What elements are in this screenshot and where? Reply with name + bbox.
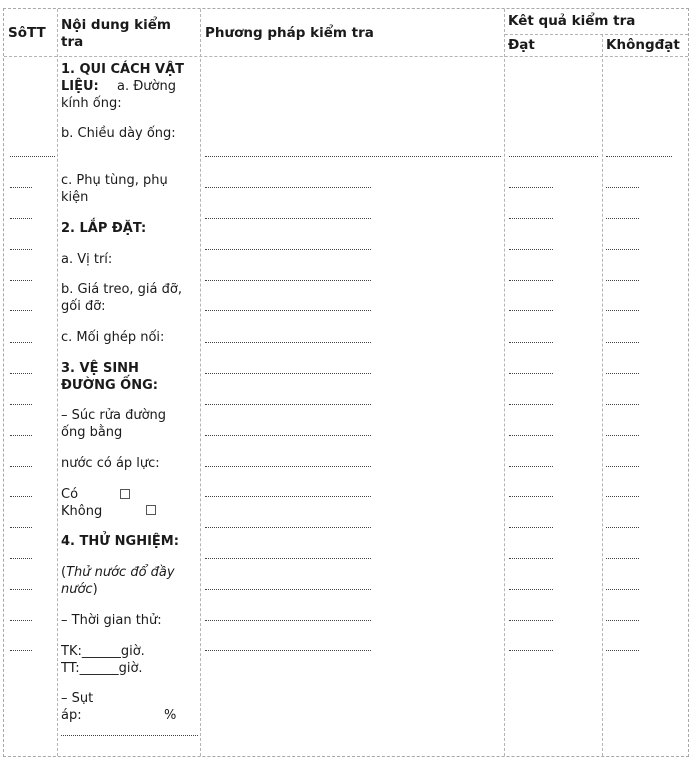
s3-option-yes: Có (61, 487, 79, 502)
stt-blank-1[interactable] (10, 151, 55, 157)
fail-blank-17[interactable] (606, 645, 639, 651)
pass-blank-5[interactable] (509, 275, 553, 281)
header-divider (4, 56, 688, 57)
stt-blank-3[interactable] (10, 213, 32, 219)
fail-blank-2[interactable] (606, 182, 639, 188)
fail-blank-3[interactable] (606, 213, 639, 219)
method-blank-7[interactable] (205, 337, 371, 343)
method-blank-6[interactable] (205, 305, 371, 311)
header-fail: Khôngđạt (606, 37, 680, 53)
fail-blank-15[interactable] (606, 584, 639, 590)
fail-blank-13[interactable] (606, 522, 639, 528)
s3-no-checkbox[interactable] (146, 505, 156, 515)
result-subheader-divider (505, 34, 688, 35)
pass-blank-13[interactable] (509, 522, 553, 528)
stt-blank-7[interactable] (10, 337, 32, 343)
pass-blank-6[interactable] (509, 305, 553, 311)
stt-blank-17[interactable] (10, 645, 32, 651)
s4-time-label: – Thời gian thử: (61, 613, 162, 628)
col-divider-content (200, 9, 201, 756)
stt-blank-10[interactable] (10, 430, 32, 436)
pass-blank-11[interactable] (509, 461, 553, 467)
stt-blank-2[interactable] (10, 182, 32, 188)
method-blank-12[interactable] (205, 491, 371, 497)
stt-blank-11[interactable] (10, 461, 32, 467)
s4-percent: % (164, 708, 177, 723)
section-4-title: 4. THỬ NGHIỆM: (61, 534, 179, 549)
s3-option-no: Không (61, 504, 103, 519)
method-blank-10[interactable] (205, 430, 371, 436)
method-blank-16[interactable] (205, 615, 371, 621)
stt-blank-13[interactable] (10, 522, 32, 528)
pass-blank-16[interactable] (509, 615, 553, 621)
fail-blank-14[interactable] (606, 553, 639, 559)
method-blank-15[interactable] (205, 584, 371, 590)
s4-note-italic: Thử nước đổ đầy nước (61, 565, 175, 597)
s4-tk: TK:______giờ. (61, 644, 145, 659)
fail-blank-7[interactable] (606, 337, 639, 343)
stt-blank-14[interactable] (10, 553, 32, 559)
pass-blank-2[interactable] (509, 182, 553, 188)
pass-blank-15[interactable] (509, 584, 553, 590)
method-blank-8[interactable] (205, 368, 371, 374)
col-divider-stt (57, 9, 58, 756)
pass-blank-8[interactable] (509, 368, 553, 374)
s4-note: (Thử nước đổ đầy nước) (61, 565, 175, 597)
stt-blank-12[interactable] (10, 491, 32, 497)
stt-blank-5[interactable] (10, 275, 32, 281)
stt-blank-8[interactable] (10, 368, 32, 374)
method-blank-5[interactable] (205, 275, 371, 281)
stt-blank-16[interactable] (10, 615, 32, 621)
method-blank-11[interactable] (205, 461, 371, 467)
fail-blank-11[interactable] (606, 461, 639, 467)
fail-blank-6[interactable] (606, 305, 639, 311)
s1-item-c: c. Phụ tùng, phụ kiện (61, 173, 168, 205)
method-blank-9[interactable] (205, 399, 371, 405)
stt-blank-4[interactable] (10, 244, 32, 250)
method-blank-13[interactable] (205, 522, 371, 528)
pass-blank-17[interactable] (509, 645, 553, 651)
pass-blank-3[interactable] (509, 213, 553, 219)
pass-blank-12[interactable] (509, 491, 553, 497)
stt-blank-15[interactable] (10, 584, 32, 590)
section-2-title: 2. LẮP ĐẶT: (61, 221, 147, 236)
header-content: Nội dung kiểm tra (61, 17, 171, 50)
fail-blank-10[interactable] (606, 430, 639, 436)
col-divider-method (504, 9, 505, 756)
method-blank-2[interactable] (205, 182, 371, 188)
s3-line-2: nước có áp lực: (61, 456, 160, 471)
stt-blank-9[interactable] (10, 399, 32, 405)
s4-tt: TT:______giờ. (61, 661, 143, 676)
method-blank-17[interactable] (205, 645, 371, 651)
method-blank-1[interactable] (205, 151, 501, 157)
s1-item-a: a. Đường kính ống: (61, 79, 176, 111)
s2-item-c: c. Mối ghép nối: (61, 330, 165, 345)
section-3-title: 3. VỆ SINH ĐƯỜNG ỐNG: (61, 361, 158, 393)
header-method: Phương pháp kiểm tra (205, 25, 374, 41)
section-1-title: 1. QUI CÁCH VẬT LIỆU: (61, 62, 185, 94)
fail-blank-12[interactable] (606, 491, 639, 497)
header-result: Kêt quả kiểm tra (508, 13, 636, 29)
method-blank-3[interactable] (205, 213, 371, 219)
s3-line-1: – Súc rửa đường ống bằng (61, 408, 167, 440)
s3-yes-checkbox[interactable] (120, 489, 130, 499)
s2-item-b: b. Giá treo, giá đỡ, gối đỡ: (61, 282, 182, 314)
pass-blank-7[interactable] (509, 337, 553, 343)
header-pass: Đạt (508, 37, 535, 53)
col-divider-result (602, 34, 603, 756)
pass-blank-10[interactable] (509, 430, 553, 436)
fail-blank-9[interactable] (606, 399, 639, 405)
stt-blank-6[interactable] (10, 305, 32, 311)
s1-item-b: b. Chiều dày ống: (61, 126, 176, 141)
method-blank-4[interactable] (205, 244, 371, 250)
pass-blank-4[interactable] (509, 244, 553, 250)
s4-pressure-blank[interactable] (61, 730, 198, 736)
s2-item-a: a. Vị trí: (61, 252, 113, 267)
s4-pressure-drop: – Sụt áp: (61, 691, 94, 723)
fail-blank-8[interactable] (606, 368, 639, 374)
pass-blank-9[interactable] (509, 399, 553, 405)
fail-blank-16[interactable] (606, 615, 639, 621)
fail-blank-5[interactable] (606, 275, 639, 281)
fail-blank-4[interactable] (606, 244, 639, 250)
fail-blank-1[interactable] (606, 151, 672, 157)
method-blank-14[interactable] (205, 553, 371, 559)
pass-blank-14[interactable] (509, 553, 553, 559)
header-stt: SôTT (8, 25, 46, 41)
pass-blank-1[interactable] (509, 151, 598, 157)
